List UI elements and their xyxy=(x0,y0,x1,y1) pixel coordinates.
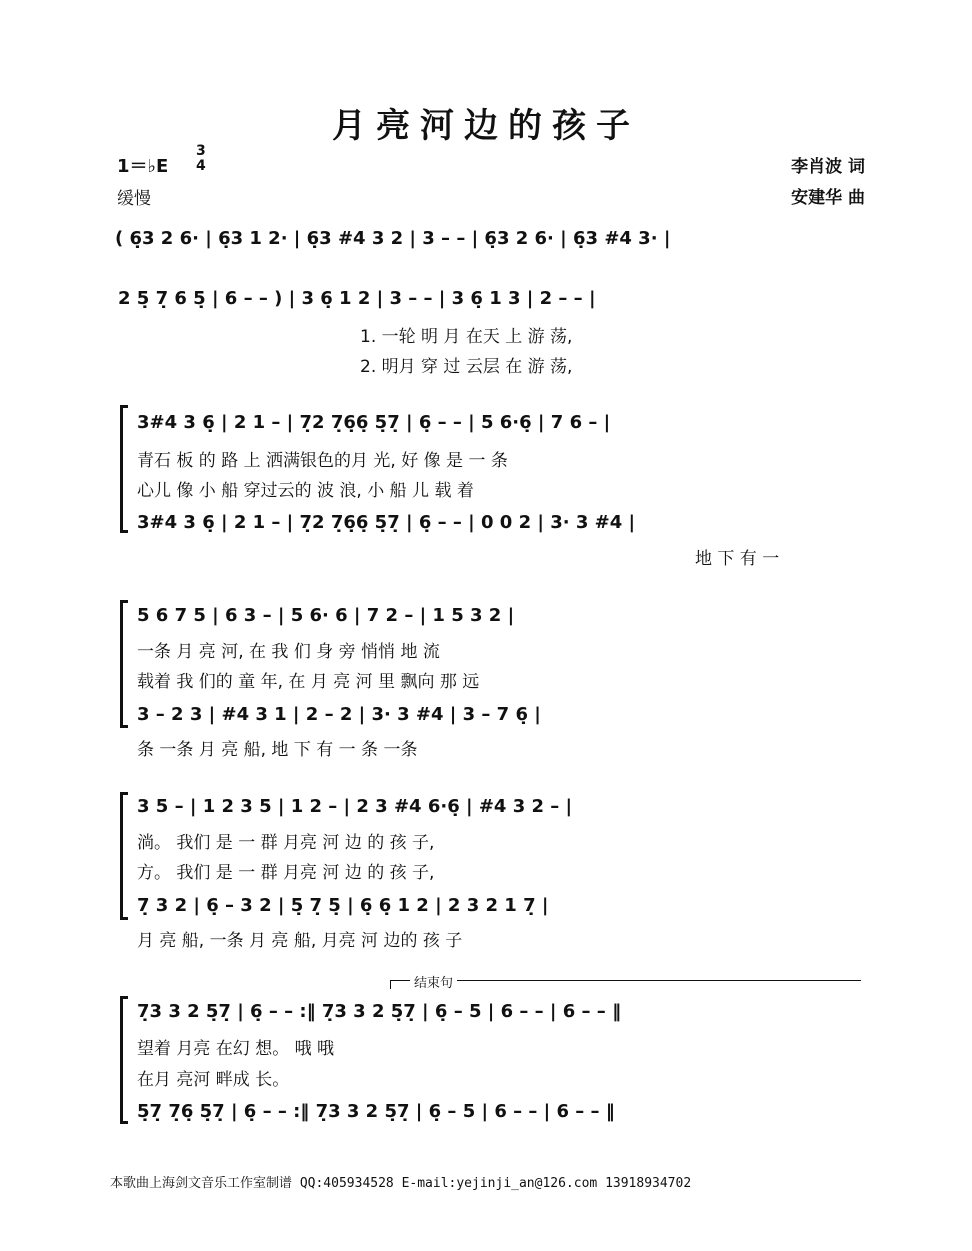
score-row-6-lyric-verse1: 望着 月亮 在幻 想。 哦 哦 xyxy=(137,1039,335,1059)
footer-credits: 本歌曲上海剑文音乐工作室制谱 QQ:405934528 E-mail:yejinji_an@126.com 13918934702 xyxy=(110,1176,692,1191)
system-bracket xyxy=(120,405,123,533)
score-row-6-lyric-verse2: 在月 亮河 畔成 长。 xyxy=(137,1070,290,1090)
score-row-3-lyric-verse1: 青石 板 的 路 上 洒满银色的月 光, 好 像 是 一 条 xyxy=(137,451,508,471)
score-row-3-lower-lyric: 地 下 有 一 xyxy=(695,549,780,569)
score-row-3-lyric-verse2: 心儿 像 小 船 穿过云的 波 浪, 小 船 儿 载 着 xyxy=(137,481,474,501)
score-row-4-lyric-verse1: 一条 月 亮 河, 在 我 们 身 旁 悄悄 地 流 xyxy=(137,642,440,662)
score-row-6-lower-notes: 5̣7̣ 7̣6̣ 5̣7̣ | 6̣ – – :‖ 7̣3 3 2 5̣7̣ | 6̣ – 5 | 6 – – | 6 – – ‖ xyxy=(137,1101,615,1122)
score-row-2-notes: 2 5̣ 7̣ 6 5̣ | 6 – – ) | 3 6̣ 1 2 | 3 – – | 3 6̣ 1 3 | 2 – – | xyxy=(118,288,596,309)
score-row-4-notes: 5 6 7 5 | 6 3 – | 5 6· 6 | 7 2 – | 1 5 3 2 | xyxy=(137,605,515,626)
lyricist: 李肖波 词 xyxy=(791,157,865,177)
system-bracket xyxy=(120,996,123,1124)
ending-label: 结束句 xyxy=(410,972,457,991)
score-row-4-lyric-verse2: 载着 我 们的 童 年, 在 月 亮 河 里 飘向 那 远 xyxy=(137,672,480,692)
score-row-1-notes: ( 6̣3 2 6· | 6̣3 1 2· | 6̣3 #4 3 2 | 3 – – | 6̣3 2 6· | 6̣3 #4 3· | xyxy=(115,228,671,249)
score-row-2-lyric-verse2: 2. 明月 穿 过 云层 在 游 荡, xyxy=(360,357,573,377)
key-signature: 1＝♭E xyxy=(117,156,169,177)
score-row-3-lower-notes: 3#4 3 6̣ | 2 1 – | 7̣2 7̣6̣6̣ 5̣7̣ | 6̣ – – | 0 0 2 | 3· 3 #4 | xyxy=(137,512,636,533)
score-row-5-lyric-verse1: 淌。 我们 是 一 群 月亮 河 边 的 孩 子, xyxy=(137,833,435,853)
score-row-6-notes: 7̣3 3 2 5̣7̣ | 6̣ – – :‖ 7̣3 3 2 5̣7̣ | 6̣ – 5 | 6 – – | 6 – – ‖ xyxy=(137,1001,622,1022)
score-row-4-lower-notes: 3 – 2 3 | #4 3 1 | 2 – 2 | 3· 3 #4 | 3 – 7 6̣ | xyxy=(137,704,541,725)
time-signature-bottom: 4 xyxy=(196,158,206,174)
time-signature-top: 3 xyxy=(196,143,206,159)
tempo-marking: 缓慢 xyxy=(117,189,151,209)
song-title: 月亮河边的孩子 xyxy=(332,106,640,146)
score-row-3-notes: 3#4 3 6̣ | 2 1 – | 7̣2 7̣6̣6̣ 5̣7̣ | 6̣ – – | 5 6·6̣ | 7 6 – | xyxy=(137,412,611,433)
score-row-5-notes: 3 5 – | 1 2 3 5 | 1 2 – | 2 3 #4 6·6̣ | #4 3 2 – | xyxy=(137,796,573,817)
score-row-2-lyric-verse1: 1. 一轮 明 月 在天 上 游 荡, xyxy=(360,327,573,347)
score-row-4-lower-lyric: 条 一条 月 亮 船, 地 下 有 一 条 一条 xyxy=(137,740,418,760)
ending-bracket-line xyxy=(390,980,861,989)
composer: 安建华 曲 xyxy=(791,188,865,208)
score-row-5-lower-notes: 7̣ 3 2 | 6̣ – 3 2 | 5̣ 7̣ 5̣ | 6̣ 6̣ 1 2 | 2 3 2 1 7̣ | xyxy=(137,895,549,916)
system-bracket xyxy=(120,600,123,728)
score-row-5-lyric-verse2: 方。 我们 是 一 群 月亮 河 边 的 孩 子, xyxy=(137,863,435,883)
system-bracket xyxy=(120,792,123,920)
time-signature xyxy=(196,144,206,174)
score-row-5-lower-lyric: 月 亮 船, 一条 月 亮 船, 月亮 河 边的 孩 子 xyxy=(137,931,463,951)
